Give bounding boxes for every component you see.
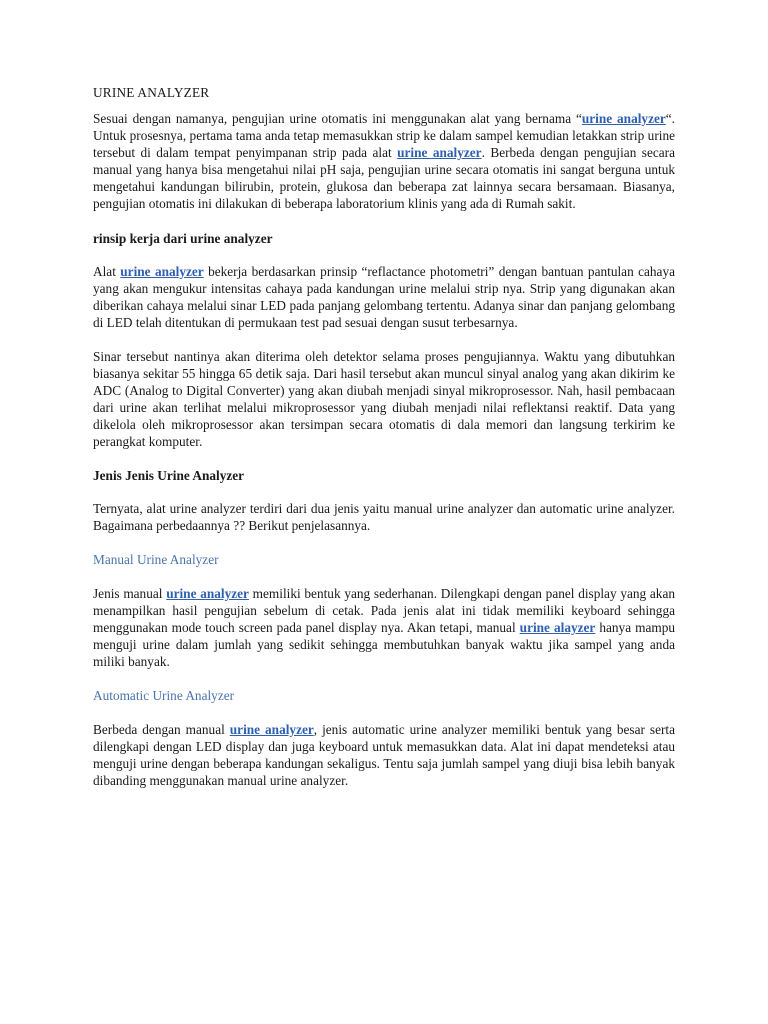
urine-analyzer-link-5[interactable]: urine analyzer [229, 722, 314, 737]
manual-heading: Manual Urine Analyzer [93, 552, 219, 567]
document-page [93, 84, 675, 789]
auto-text-1: Berbeda dengan manual [93, 722, 230, 737]
automatic-paragraph [93, 721, 675, 789]
prinsip-heading: rinsip kerja dari urine analyzer [93, 231, 273, 246]
intro-paragraph [93, 110, 675, 212]
jenis-paragraph: Ternyata, alat urine analyzer terdiri dari dua jenis yaitu manual urine analyzer dan automatic urine analyzer. Bagaimana perbedaannya ?? Berikut penjelasannya. [93, 501, 675, 533]
intro-text-3: . Berbeda dengan pengujian secara manual yang hanya bisa mengetahui nilai pH saja, pengujian urine secara otomatis ini sangat berguna untuk mengetahui kandungan bilirubin, protein, glukosa dan beberapa zat lainnya secara bersamaan. Biasanya, pengujian otomatis ini dilakukan di beberapa laboratorium klinis yang ada di Rumah sakit. [93, 145, 675, 211]
urine-analyzer-link-2[interactable]: urine analyzer [397, 145, 482, 160]
prinsip-text-2: bekerja berdasarkan prinsip “reflactance photometri” dengan bantuan pantulan cahaya yang akan mengukur intensitas cahaya pada kandungan urine melalui strip nya. Strip yang digunakan akan diberikan cahaya melalui sinar LED pada panjang gelombang tertentu. Adanya sinar dan panjang gelombang di LED telah ditentukan di permukaan test pad sesuai dengan susut terbesarnya. [93, 264, 675, 330]
prinsip-paragraph-2: Sinar tersebut nantinya akan diterima oleh detektor selama proses pengujiannya. Waktu yang dibutuhkan biasanya sekitar 55 hingga 65 detik saja. Dari hasil tersebut akan muncul sinyal analog yang akan dikirim ke ADC (Analog to Digital Converter) yang akan diubah menjadi sinyal mikroprosessor. Nah, hasil pembacaan dari urine akan terlihat melalui mikroprosessor yang diubah menjadi nilai reflektansi reaktif. Data yang dikelola oleh mikroprosessor akan tersimpan secara otomatis di dala memori dan langsung terkirim ke perangkat komputer. [93, 349, 675, 449]
urine-alayzer-link[interactable]: urine alayzer [519, 620, 596, 635]
manual-text-3: hanya mampu menguji urine dalam jumlah yang sedikit sehingga membutuhkan banyak waktu jika sampel yang anda miliki banyak. [93, 620, 675, 669]
prinsip-text-1: Alat [93, 264, 121, 279]
prinsip-paragraph-1 [93, 263, 675, 331]
document-title: URINE ANALYZER [93, 85, 210, 100]
urine-analyzer-link-4[interactable]: urine analyzer [166, 586, 249, 601]
intro-text-1: Sesuai dengan namanya, pengujian urine otomatis ini menggunakan alat yang bernama “ [93, 111, 582, 126]
manual-paragraph [93, 585, 675, 670]
manual-text-2: memiliki bentuk yang sederhanan. Dilengkapi dengan panel display yang akan menampilkan hasil pengujian sebelum di cetak. Pada jenis alat ini tidak memiliki keyboard sehingga menggunakan mode touch screen pada panel display nya. Akan tetapi, manual [93, 586, 675, 635]
auto-text-2: , jenis automatic urine analyzer memiliki bentuk yang besar serta dilengkapi dengan LED display dan juga keyboard untuk memasukkan data. Alat ini dapat mendeteksi atau menguji urine dengan beberapa kandungan sekaligus. Tentu saja jumlah sampel yang diuji bisa lebih banyak dibanding menggunakan manual urine analyzer. [93, 722, 675, 788]
urine-analyzer-link-1[interactable]: urine analyzer [581, 111, 666, 126]
automatic-heading: Automatic Urine Analyzer [93, 688, 235, 703]
intro-text-2: “. Untuk prosesnya, pertama tama anda tetap memasukkan strip ke dalam sampel kemudian letakkan strip urine tersebut di dalam tempat penyimpanan strip pada alat [93, 111, 676, 160]
jenis-heading: Jenis Jenis Urine Analyzer [93, 468, 245, 483]
urine-analyzer-link-3[interactable]: urine analyzer [120, 264, 204, 279]
manual-text-1: Jenis manual [93, 586, 167, 601]
